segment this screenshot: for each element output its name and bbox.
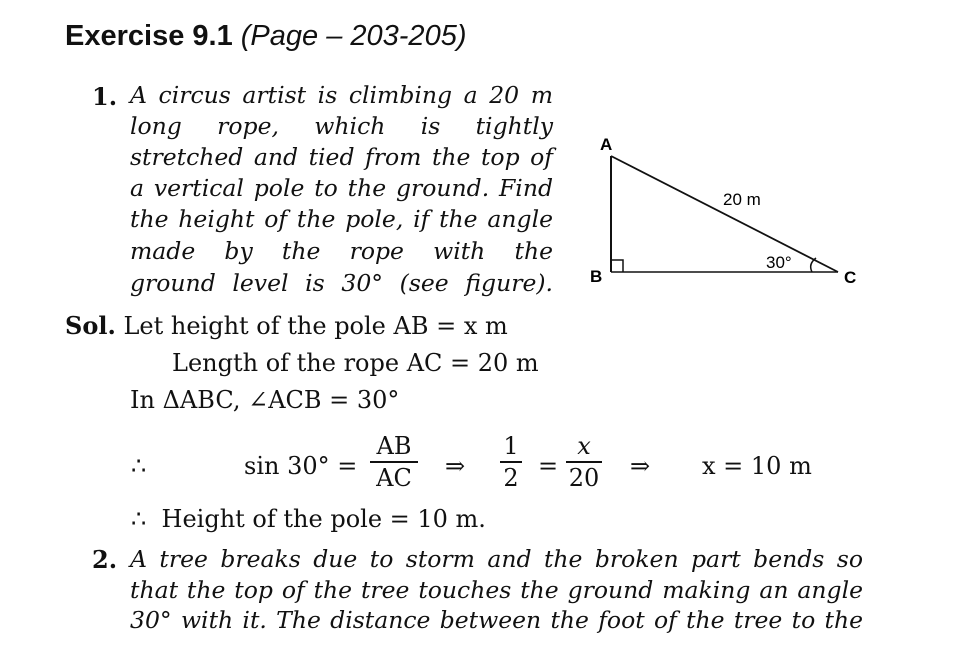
implies-symbol: ⇒ [445, 452, 466, 480]
solution-line-3: In ΔABC, ∠ACB = 30° [130, 386, 400, 414]
hypotenuse-label: 20 m [723, 190, 761, 209]
side-ac [611, 156, 838, 272]
sin-expression: sin 30° = [244, 452, 358, 480]
solution-line-1 [65, 311, 508, 340]
question-2-number: 2. [92, 545, 118, 574]
sol-text-1: Let height of the pole AB = x m [123, 312, 508, 340]
question-1-line: stretched and tied from the top of [130, 143, 553, 171]
fraction-numerator: 1 [503, 432, 519, 460]
question-1-line: A circus artist is climbing a 20 m [130, 81, 553, 109]
fraction-denominator: 2 [503, 464, 519, 492]
implies-symbol: ⇒ [630, 452, 651, 480]
vertex-c-label: C [844, 268, 857, 287]
question-2-line: 30° with it. The distance between the foot of the tree to the [130, 606, 863, 634]
result-expression: x = 10 m [702, 452, 812, 480]
question-1-line: ground level is 30° (see figure). [130, 269, 553, 297]
right-angle-mark [611, 260, 623, 272]
equals-symbol: = [538, 452, 559, 480]
vertex-b-label: B [590, 267, 603, 286]
exercise-title: Exercise 9.1 [65, 20, 233, 52]
final-answer: ∴ Height of the pole = 10 m. [131, 505, 486, 533]
fraction-numerator: AB [376, 432, 412, 460]
question-1-line: made by the rope with the [130, 237, 553, 265]
fraction-denominator: AC [376, 464, 412, 492]
question-1-number: 1. [92, 82, 118, 111]
triangle-figure [580, 130, 880, 300]
fraction-one-half [500, 432, 522, 492]
fraction-ab-ac [370, 432, 418, 492]
fraction-x-20 [566, 432, 602, 492]
question-1-line: the height of the pole, if the angle [130, 205, 553, 233]
exercise-pages: (Page – 203-205) [240, 20, 467, 52]
fraction-denominator: 20 [568, 464, 600, 492]
sol-label: Sol. [65, 311, 116, 340]
question-2-line: that the top of the tree touches the ground making an angle [130, 576, 863, 604]
fraction-numerator: x [577, 432, 591, 460]
angle-label: 30° [766, 253, 792, 272]
exercise-heading [65, 20, 466, 53]
therefore-symbol: ∴ [131, 452, 147, 480]
question-2-line: A tree breaks due to storm and the broken part bends so [130, 545, 863, 573]
solution-line-2: Length of the rope AC = 20 m [172, 349, 539, 377]
vertex-a-label: A [600, 135, 613, 154]
question-1-line: a vertical pole to the ground. Find [130, 174, 553, 202]
question-1-line: long rope, which is tightly [130, 112, 553, 140]
